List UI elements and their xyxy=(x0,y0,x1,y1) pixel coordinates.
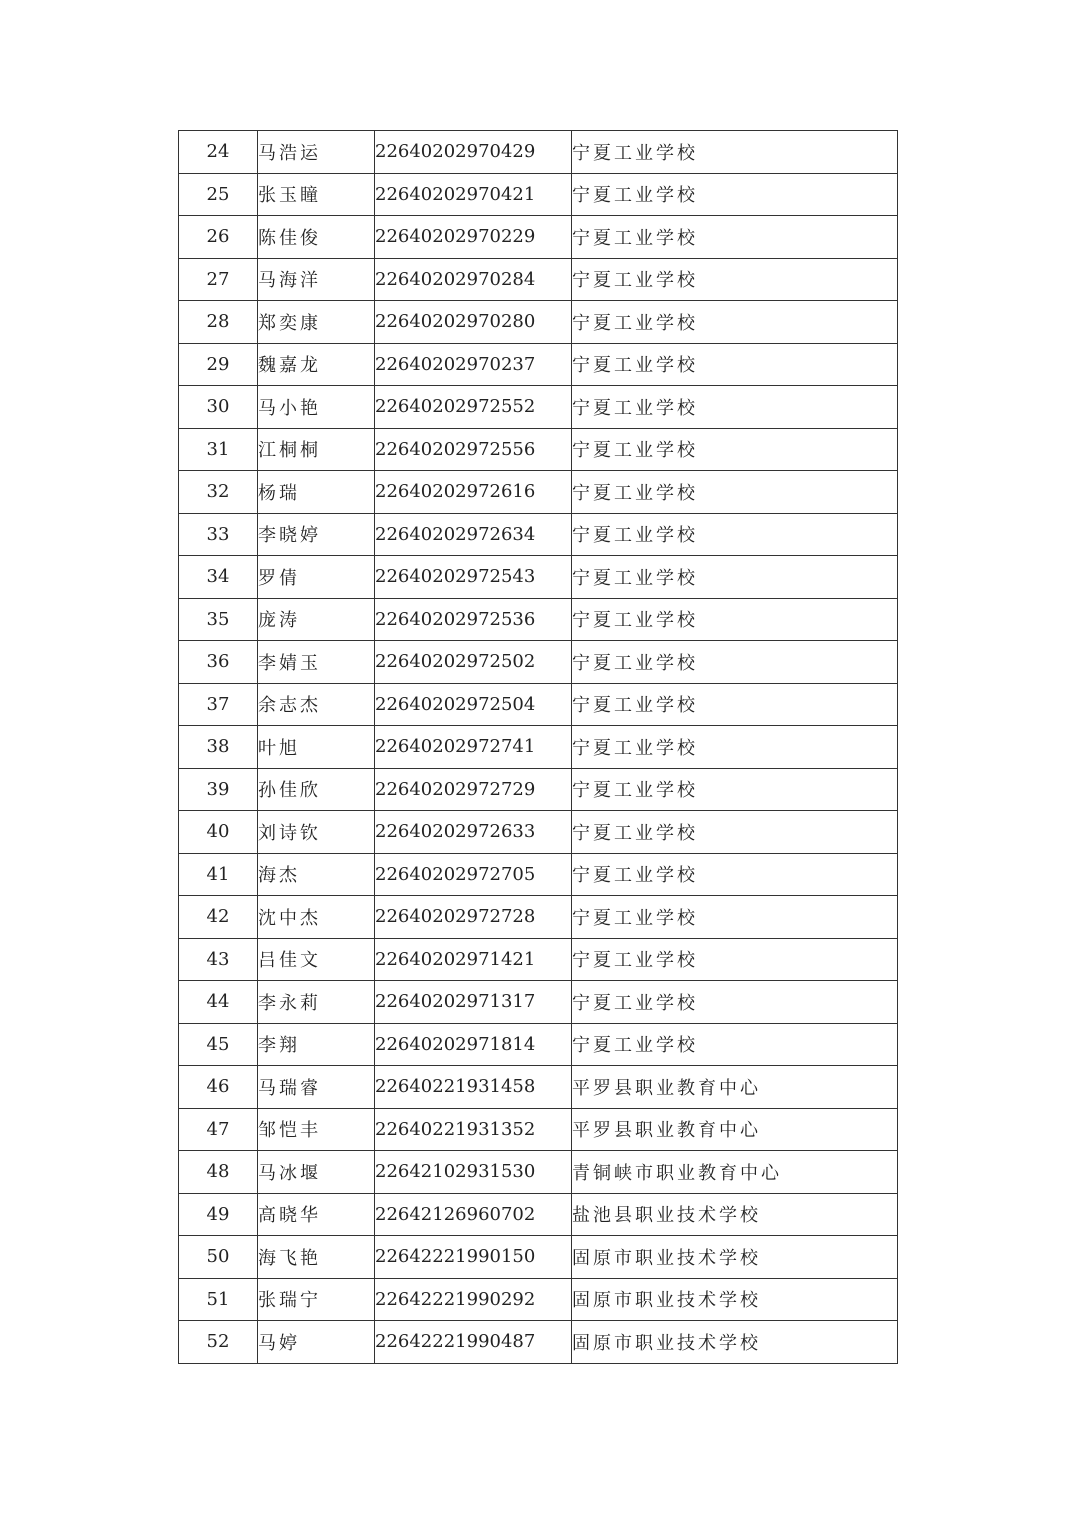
row-number: 45 xyxy=(179,1023,258,1066)
row-number: 33 xyxy=(179,513,258,556)
row-number: 42 xyxy=(179,896,258,939)
student-id: 22640202972556 xyxy=(375,428,572,471)
table-row xyxy=(179,683,898,726)
student-id: 22642102931530 xyxy=(375,1151,572,1194)
school-name: 宁夏工业学校 xyxy=(572,301,898,344)
table-row xyxy=(179,981,898,1024)
row-number: 48 xyxy=(179,1151,258,1194)
table-row xyxy=(179,216,898,259)
student-name: 陈佳俊 xyxy=(258,216,375,259)
student-name: 马海洋 xyxy=(258,258,375,301)
student-id: 22640221931458 xyxy=(375,1066,572,1109)
student-name: 李婧玉 xyxy=(258,641,375,684)
school-name: 固原市职业技术学校 xyxy=(572,1236,898,1279)
school-name: 固原市职业技术学校 xyxy=(572,1321,898,1364)
student-name: 吕佳文 xyxy=(258,938,375,981)
table-row xyxy=(179,938,898,981)
school-name: 宁夏工业学校 xyxy=(572,1023,898,1066)
table-row xyxy=(179,131,898,174)
student-name: 魏嘉龙 xyxy=(258,343,375,386)
table-row xyxy=(179,1108,898,1151)
student-id: 22640202971814 xyxy=(375,1023,572,1066)
student-id: 22640202972616 xyxy=(375,471,572,514)
student-id: 22640202972633 xyxy=(375,811,572,854)
student-name: 孙佳欣 xyxy=(258,768,375,811)
table-row xyxy=(179,428,898,471)
school-name: 平罗县职业教育中心 xyxy=(572,1066,898,1109)
table-row xyxy=(179,1193,898,1236)
school-name: 宁夏工业学校 xyxy=(572,556,898,599)
school-name: 宁夏工业学校 xyxy=(572,173,898,216)
student-id: 22640202972729 xyxy=(375,768,572,811)
school-name: 宁夏工业学校 xyxy=(572,683,898,726)
student-id: 22640202970229 xyxy=(375,216,572,259)
school-name: 宁夏工业学校 xyxy=(572,471,898,514)
student-id: 22640202972728 xyxy=(375,896,572,939)
student-id: 22640202972502 xyxy=(375,641,572,684)
student-name: 叶旭 xyxy=(258,726,375,769)
school-name: 宁夏工业学校 xyxy=(572,981,898,1024)
school-name: 固原市职业技术学校 xyxy=(572,1278,898,1321)
student-name: 邹恺丰 xyxy=(258,1108,375,1151)
student-id: 22642221990487 xyxy=(375,1321,572,1364)
school-name: 宁夏工业学校 xyxy=(572,428,898,471)
student-name: 高晓华 xyxy=(258,1193,375,1236)
student-name: 张玉瞳 xyxy=(258,173,375,216)
student-id: 22640202970429 xyxy=(375,131,572,174)
table-row xyxy=(179,1278,898,1321)
student-id: 22640202970284 xyxy=(375,258,572,301)
row-number: 29 xyxy=(179,343,258,386)
school-name: 宁夏工业学校 xyxy=(572,896,898,939)
row-number: 25 xyxy=(179,173,258,216)
student-name: 郑奕康 xyxy=(258,301,375,344)
table-row xyxy=(179,386,898,429)
table-row xyxy=(179,1151,898,1194)
student-id: 22640202972543 xyxy=(375,556,572,599)
school-name: 盐池县职业技术学校 xyxy=(572,1193,898,1236)
student-name: 马婷 xyxy=(258,1321,375,1364)
student-id: 22642221990292 xyxy=(375,1278,572,1321)
student-name: 海杰 xyxy=(258,853,375,896)
school-name: 宁夏工业学校 xyxy=(572,131,898,174)
table-row xyxy=(179,598,898,641)
table-row xyxy=(179,853,898,896)
student-id: 22642126960702 xyxy=(375,1193,572,1236)
student-id: 22640202970280 xyxy=(375,301,572,344)
student-name: 罗倩 xyxy=(258,556,375,599)
student-name: 李永莉 xyxy=(258,981,375,1024)
table-row xyxy=(179,471,898,514)
table-row xyxy=(179,1066,898,1109)
row-number: 49 xyxy=(179,1193,258,1236)
student-id: 22640202972536 xyxy=(375,598,572,641)
row-number: 39 xyxy=(179,768,258,811)
student-id: 22640202970237 xyxy=(375,343,572,386)
table-row xyxy=(179,301,898,344)
student-name: 马瑞睿 xyxy=(258,1066,375,1109)
row-number: 31 xyxy=(179,428,258,471)
student-name: 马小艳 xyxy=(258,386,375,429)
row-number: 30 xyxy=(179,386,258,429)
table-row xyxy=(179,811,898,854)
student-id: 22640202971317 xyxy=(375,981,572,1024)
student-id: 22640202972504 xyxy=(375,683,572,726)
school-name: 宁夏工业学校 xyxy=(572,641,898,684)
school-name: 宁夏工业学校 xyxy=(572,386,898,429)
table-row xyxy=(179,556,898,599)
row-number: 41 xyxy=(179,853,258,896)
student-name: 李翔 xyxy=(258,1023,375,1066)
school-name: 平罗县职业教育中心 xyxy=(572,1108,898,1151)
student-name: 余志杰 xyxy=(258,683,375,726)
student-name: 李晓婷 xyxy=(258,513,375,556)
student-name: 马浩运 xyxy=(258,131,375,174)
student-name: 庞涛 xyxy=(258,598,375,641)
student-name: 海飞艳 xyxy=(258,1236,375,1279)
table-row xyxy=(179,1236,898,1279)
table-row xyxy=(179,513,898,556)
table-row xyxy=(179,641,898,684)
row-number: 26 xyxy=(179,216,258,259)
student-id: 22642221990150 xyxy=(375,1236,572,1279)
row-number: 36 xyxy=(179,641,258,684)
row-number: 28 xyxy=(179,301,258,344)
student-name: 沈中杰 xyxy=(258,896,375,939)
row-number: 52 xyxy=(179,1321,258,1364)
row-number: 24 xyxy=(179,131,258,174)
table-row xyxy=(179,896,898,939)
school-name: 宁夏工业学校 xyxy=(572,513,898,556)
row-number: 37 xyxy=(179,683,258,726)
roster-body xyxy=(179,131,898,1364)
student-id: 22640202970421 xyxy=(375,173,572,216)
row-number: 50 xyxy=(179,1236,258,1279)
student-id: 22640202972634 xyxy=(375,513,572,556)
row-number: 43 xyxy=(179,938,258,981)
row-number: 35 xyxy=(179,598,258,641)
row-number: 32 xyxy=(179,471,258,514)
school-name: 宁夏工业学校 xyxy=(572,726,898,769)
table-row xyxy=(179,768,898,811)
school-name: 宁夏工业学校 xyxy=(572,853,898,896)
student-id: 22640202971421 xyxy=(375,938,572,981)
school-name: 宁夏工业学校 xyxy=(572,811,898,854)
student-id: 22640202972705 xyxy=(375,853,572,896)
row-number: 46 xyxy=(179,1066,258,1109)
school-name: 宁夏工业学校 xyxy=(572,216,898,259)
student-name: 杨瑞 xyxy=(258,471,375,514)
table-row xyxy=(179,258,898,301)
school-name: 宁夏工业学校 xyxy=(572,768,898,811)
row-number: 34 xyxy=(179,556,258,599)
table-row xyxy=(179,173,898,216)
school-name: 青铜峡市职业教育中心 xyxy=(572,1151,898,1194)
school-name: 宁夏工业学校 xyxy=(572,343,898,386)
row-number: 40 xyxy=(179,811,258,854)
row-number: 51 xyxy=(179,1278,258,1321)
school-name: 宁夏工业学校 xyxy=(572,258,898,301)
table-row xyxy=(179,1321,898,1364)
student-roster-table xyxy=(178,130,898,1364)
student-name: 江桐桐 xyxy=(258,428,375,471)
student-id: 22640202972741 xyxy=(375,726,572,769)
student-id: 22640202972552 xyxy=(375,386,572,429)
school-name: 宁夏工业学校 xyxy=(572,938,898,981)
student-name: 刘诗钦 xyxy=(258,811,375,854)
table-row xyxy=(179,343,898,386)
row-number: 44 xyxy=(179,981,258,1024)
table-row xyxy=(179,1023,898,1066)
table-row xyxy=(179,726,898,769)
student-name: 张瑞宁 xyxy=(258,1278,375,1321)
student-id: 22640221931352 xyxy=(375,1108,572,1151)
row-number: 27 xyxy=(179,258,258,301)
student-name: 马冰堰 xyxy=(258,1151,375,1194)
school-name: 宁夏工业学校 xyxy=(572,598,898,641)
row-number: 47 xyxy=(179,1108,258,1151)
row-number: 38 xyxy=(179,726,258,769)
